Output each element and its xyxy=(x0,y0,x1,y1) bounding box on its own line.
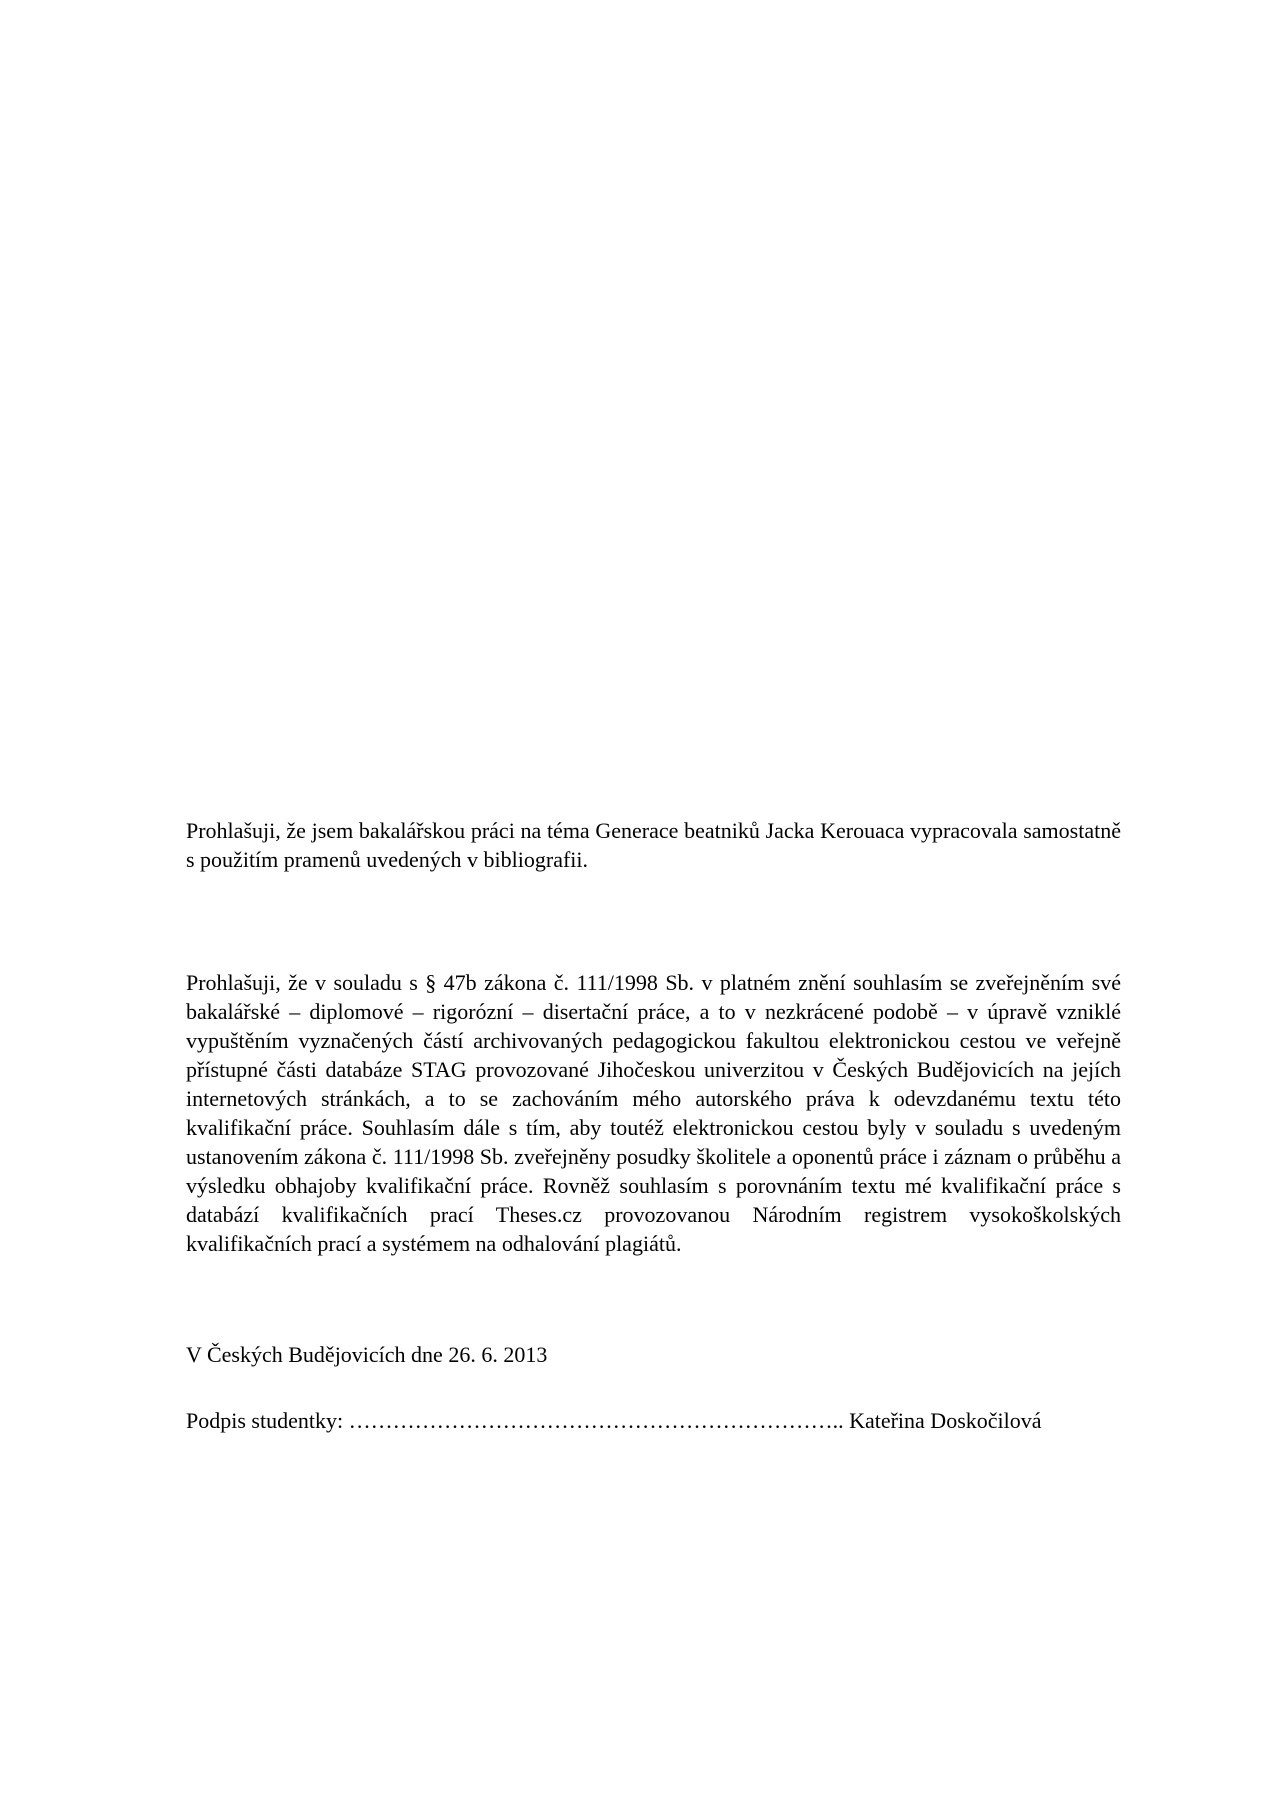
date-line: V Českých Budějovicích dne 26. 6. 2013 xyxy=(186,1342,548,1367)
signature-name: Kateřina Doskočilová xyxy=(849,1408,1042,1433)
signature-line xyxy=(186,1406,1121,1435)
signature-dotted-line: ………………………………………………………….. xyxy=(348,1408,850,1433)
declaration-paragraph-authorship: Prohlašuji, že jsem bakalářskou práci na téma Generace beatniků Jacka Kerouaca vypracovala samostatně s použitím pramenů uvedených v bibliografii. xyxy=(186,818,1121,872)
signature-label: Podpis studentky: xyxy=(186,1408,349,1433)
declaration-paragraph-publication: Prohlašuji, že v souladu s § 47b zákona č. 111/1998 Sb. v platném znění souhlasím se zveřejněním své bakalářské – diplomové – rigorózní – disertační práce, a to v nezkrácené podobě – v úpravě vzniklé vypuštěním vyznačených částí archivovaných pedagogickou fakultou elektronickou cestou ve veřejně přístupné části databáze STAG provozované Jihočeskou univerzitou v Českých Budějovicích na jejích internetových stránkách, a to se zachováním mého autorského práva k odevzdanému textu této kvalifikační práce. Souhlasím dále s tím, aby toutéž elektronickou cestou byly v souladu s uvedeným ustanovením zákona č. 111/1998 Sb. zveřejněny posudky školitele a oponentů práce i záznam o průběhu a výsledku obhajoby kvalifikační práce. Rovněž souhlasím s porovnáním textu mé kvalifikační práce s databází kvalifikačních prací Theses.cz provozovanou Národním registrem vysokoškolských kvalifikačních prací a systémem na odhalování plagiátů. xyxy=(186,970,1121,1256)
